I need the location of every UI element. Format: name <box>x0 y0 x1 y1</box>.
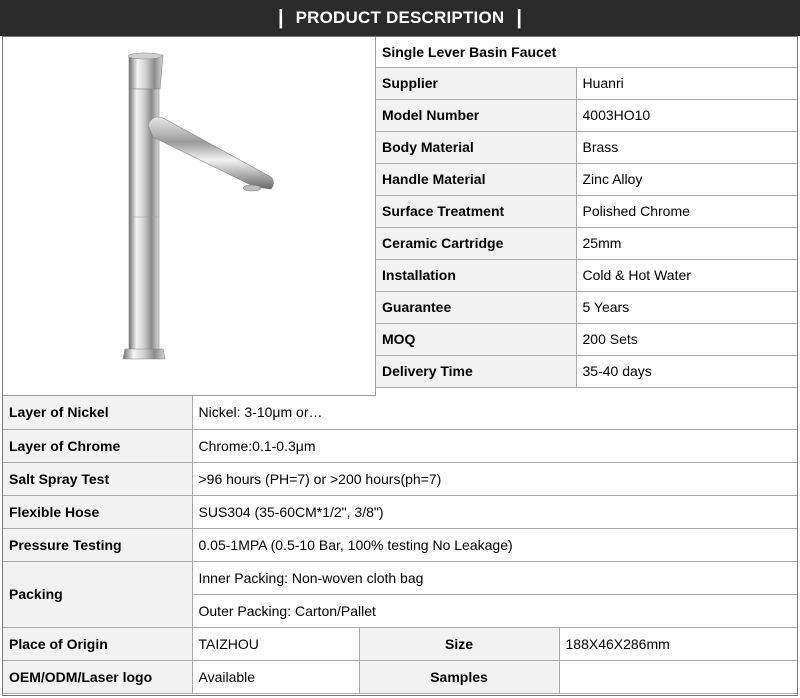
detail-value-samples <box>559 660 797 693</box>
table-row <box>376 323 797 355</box>
table-row <box>376 227 797 259</box>
detail-label-place-of-origin: Place of Origin <box>3 627 192 660</box>
table-row <box>376 99 797 131</box>
spec-value-delivery-time: 35-40 days <box>576 355 797 387</box>
table-row <box>376 291 797 323</box>
details-table <box>3 396 797 694</box>
spec-value-handle-material: Zinc Alloy <box>576 163 797 195</box>
detail-label-chrome: Layer of Chrome <box>3 429 192 462</box>
spec-label-installation: Installation <box>376 259 576 291</box>
spec-value-ceramic-cartridge: 25mm <box>576 227 797 259</box>
table-row <box>3 627 797 660</box>
page-title: PRODUCT DESCRIPTION <box>295 8 505 27</box>
table-row <box>3 429 797 462</box>
detail-value-pressure-testing: 0.05-1MPA (0.5-10 Bar, 100% testing No Leakage) <box>192 528 797 561</box>
header-left-separator: | <box>278 6 284 29</box>
spec-label-ceramic-cartridge: Ceramic Cartridge <box>376 227 576 259</box>
table-row <box>3 528 797 561</box>
spec-value-installation: Cold & Hot Water <box>576 259 797 291</box>
table-row <box>376 195 797 227</box>
detail-label-salt-spray: Salt Spray Test <box>3 462 192 495</box>
detail-value-outer-packing: Outer Packing: Carton/Pallet <box>192 594 797 627</box>
spec-label-body-material: Body Material <box>376 131 576 163</box>
table-row <box>3 495 797 528</box>
product-image <box>3 37 376 396</box>
detail-value-oem: Available <box>192 660 359 693</box>
spec-value-surface-treatment: Polished Chrome <box>576 195 797 227</box>
detail-label-flexible-hose: Flexible Hose <box>3 495 192 528</box>
header-right-separator: | <box>516 6 522 29</box>
detail-value-nickel: Nickel: 3-10μm or… <box>192 396 797 429</box>
spec-value-guarantee: 5 Years <box>576 291 797 323</box>
detail-value-chrome: Chrome:0.1-0.3μm <box>192 429 797 462</box>
spec-value-moq: 200 Sets <box>576 323 797 355</box>
detail-label-pressure-testing: Pressure Testing <box>3 528 192 561</box>
spec-label-surface-treatment: Surface Treatment <box>376 195 576 227</box>
spec-table <box>376 37 797 388</box>
faucet-image <box>3 37 375 395</box>
detail-value-salt-spray: >96 hours (PH=7) or >200 hours(ph=7) <box>192 462 797 495</box>
product-name-row <box>376 37 797 67</box>
spec-value-body-material: Brass <box>576 131 797 163</box>
spec-sheet <box>2 36 798 696</box>
detail-label-samples: Samples <box>359 660 559 693</box>
table-row <box>376 355 797 387</box>
table-row <box>3 396 797 429</box>
detail-value-size: 188X46X286mm <box>559 627 797 660</box>
table-row <box>3 561 797 594</box>
spec-label-handle-material: Handle Material <box>376 163 576 195</box>
spec-label-model-number: Model Number <box>376 99 576 131</box>
detail-label-size: Size <box>359 627 559 660</box>
spec-value-supplier: Huanri <box>576 67 797 99</box>
spec-label-moq: MOQ <box>376 323 576 355</box>
table-row <box>376 259 797 291</box>
detail-value-inner-packing: Inner Packing: Non-woven cloth bag <box>192 561 797 594</box>
table-row <box>376 67 797 99</box>
detail-label-packing: Packing <box>3 561 192 627</box>
table-row <box>376 131 797 163</box>
detail-label-nickel: Layer of Nickel <box>3 396 192 429</box>
spec-label-supplier: Supplier <box>376 67 576 99</box>
table-row <box>3 462 797 495</box>
spec-label-guarantee: Guarantee <box>376 291 576 323</box>
spec-label-delivery-time: Delivery Time <box>376 355 576 387</box>
spec-value-model-number: 4003HO10 <box>576 99 797 131</box>
header-bar <box>0 0 800 36</box>
table-row <box>3 660 797 693</box>
detail-label-oem: OEM/ODM/Laser logo <box>3 660 192 693</box>
product-name: Single Lever Basin Faucet <box>376 37 797 67</box>
table-row <box>376 163 797 195</box>
detail-value-flexible-hose: SUS304 (35-60CM*1/2", 3/8") <box>192 495 797 528</box>
detail-value-place-of-origin: TAIZHOU <box>192 627 359 660</box>
